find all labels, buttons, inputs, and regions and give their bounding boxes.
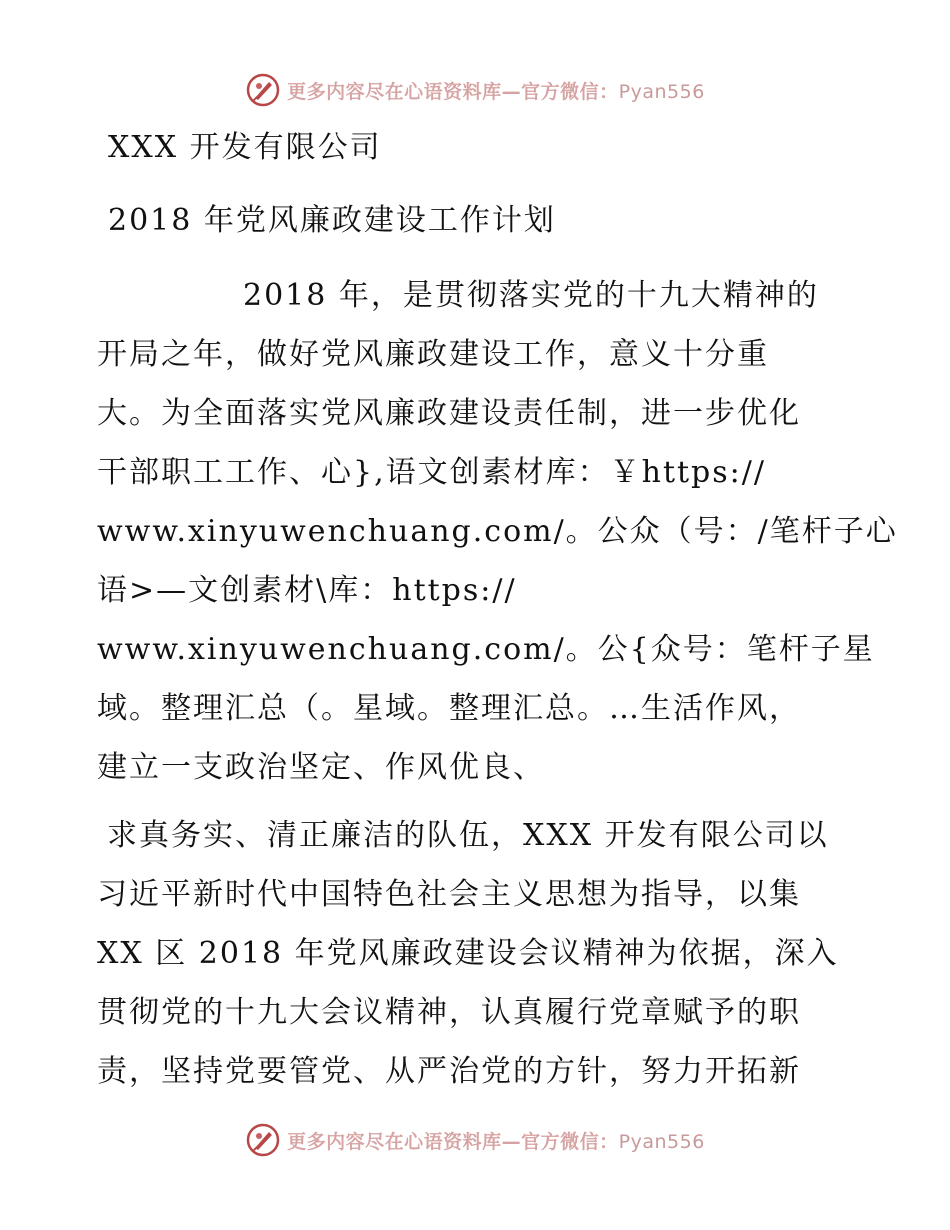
paragraph-line: 贯彻党的十九大会议精神，认真履行党章赋予的职 — [97, 995, 801, 1030]
watermark-text: 更多内容尽在心语资料库—官方微信：Pyan556 — [287, 1130, 705, 1153]
paragraph-line: 2018 年，是贯彻落实党的十九大精神的 — [243, 278, 819, 313]
paragraph-line: 责，坚持党要管党、从严治党的方针，努力开拓新 — [97, 1054, 801, 1089]
company-name: XXX 开发有限公司 — [108, 130, 382, 165]
paragraph-line: 习近平新时代中国特色社会主义思想为指导，以集 — [97, 877, 801, 912]
paragraph-line: 语>—文创素材\库：https:// — [97, 573, 517, 608]
header-watermark — [0, 70, 950, 110]
paragraph-line: www.xinyuwenchuang.com/。公{众号：笔杆子星 — [97, 632, 875, 667]
paragraph-line: 域。整理汇总（。星域。整理汇总。…生活作风， — [97, 691, 801, 726]
quill-logo-icon — [245, 72, 281, 108]
paragraph-line: www.xinyuwenchuang.com/。公众（号：/笔杆子心 — [97, 514, 898, 549]
paragraph-line: 建立一支政治坚定、作风优良、 — [97, 750, 545, 785]
paragraph-1 — [97, 266, 898, 797]
watermark-text: 更多内容尽在心语资料库—官方微信：Pyan556 — [287, 80, 705, 103]
paragraph-2 — [97, 806, 857, 1101]
quill-logo-icon — [245, 1122, 281, 1158]
paragraph-line: XX 区 2018 年党风廉政建设会议精神为依据，深入 — [97, 936, 839, 971]
document-title: 2018 年党风廉政建设工作计划 — [108, 203, 556, 238]
paragraph-line: 开局之年，做好党风廉政建设工作，意义十分重 — [97, 337, 769, 372]
paragraph-line: 大。为全面落实党风廉政建设责任制，进一步优化 — [97, 396, 801, 431]
paragraph-line: 求真务实、清正廉洁的队伍，XXX 开发有限公司以 — [107, 818, 829, 853]
paragraph-line: 干部职工工作、心},语文创素材库：￥https:// — [97, 455, 766, 490]
footer-watermark — [0, 1120, 950, 1160]
